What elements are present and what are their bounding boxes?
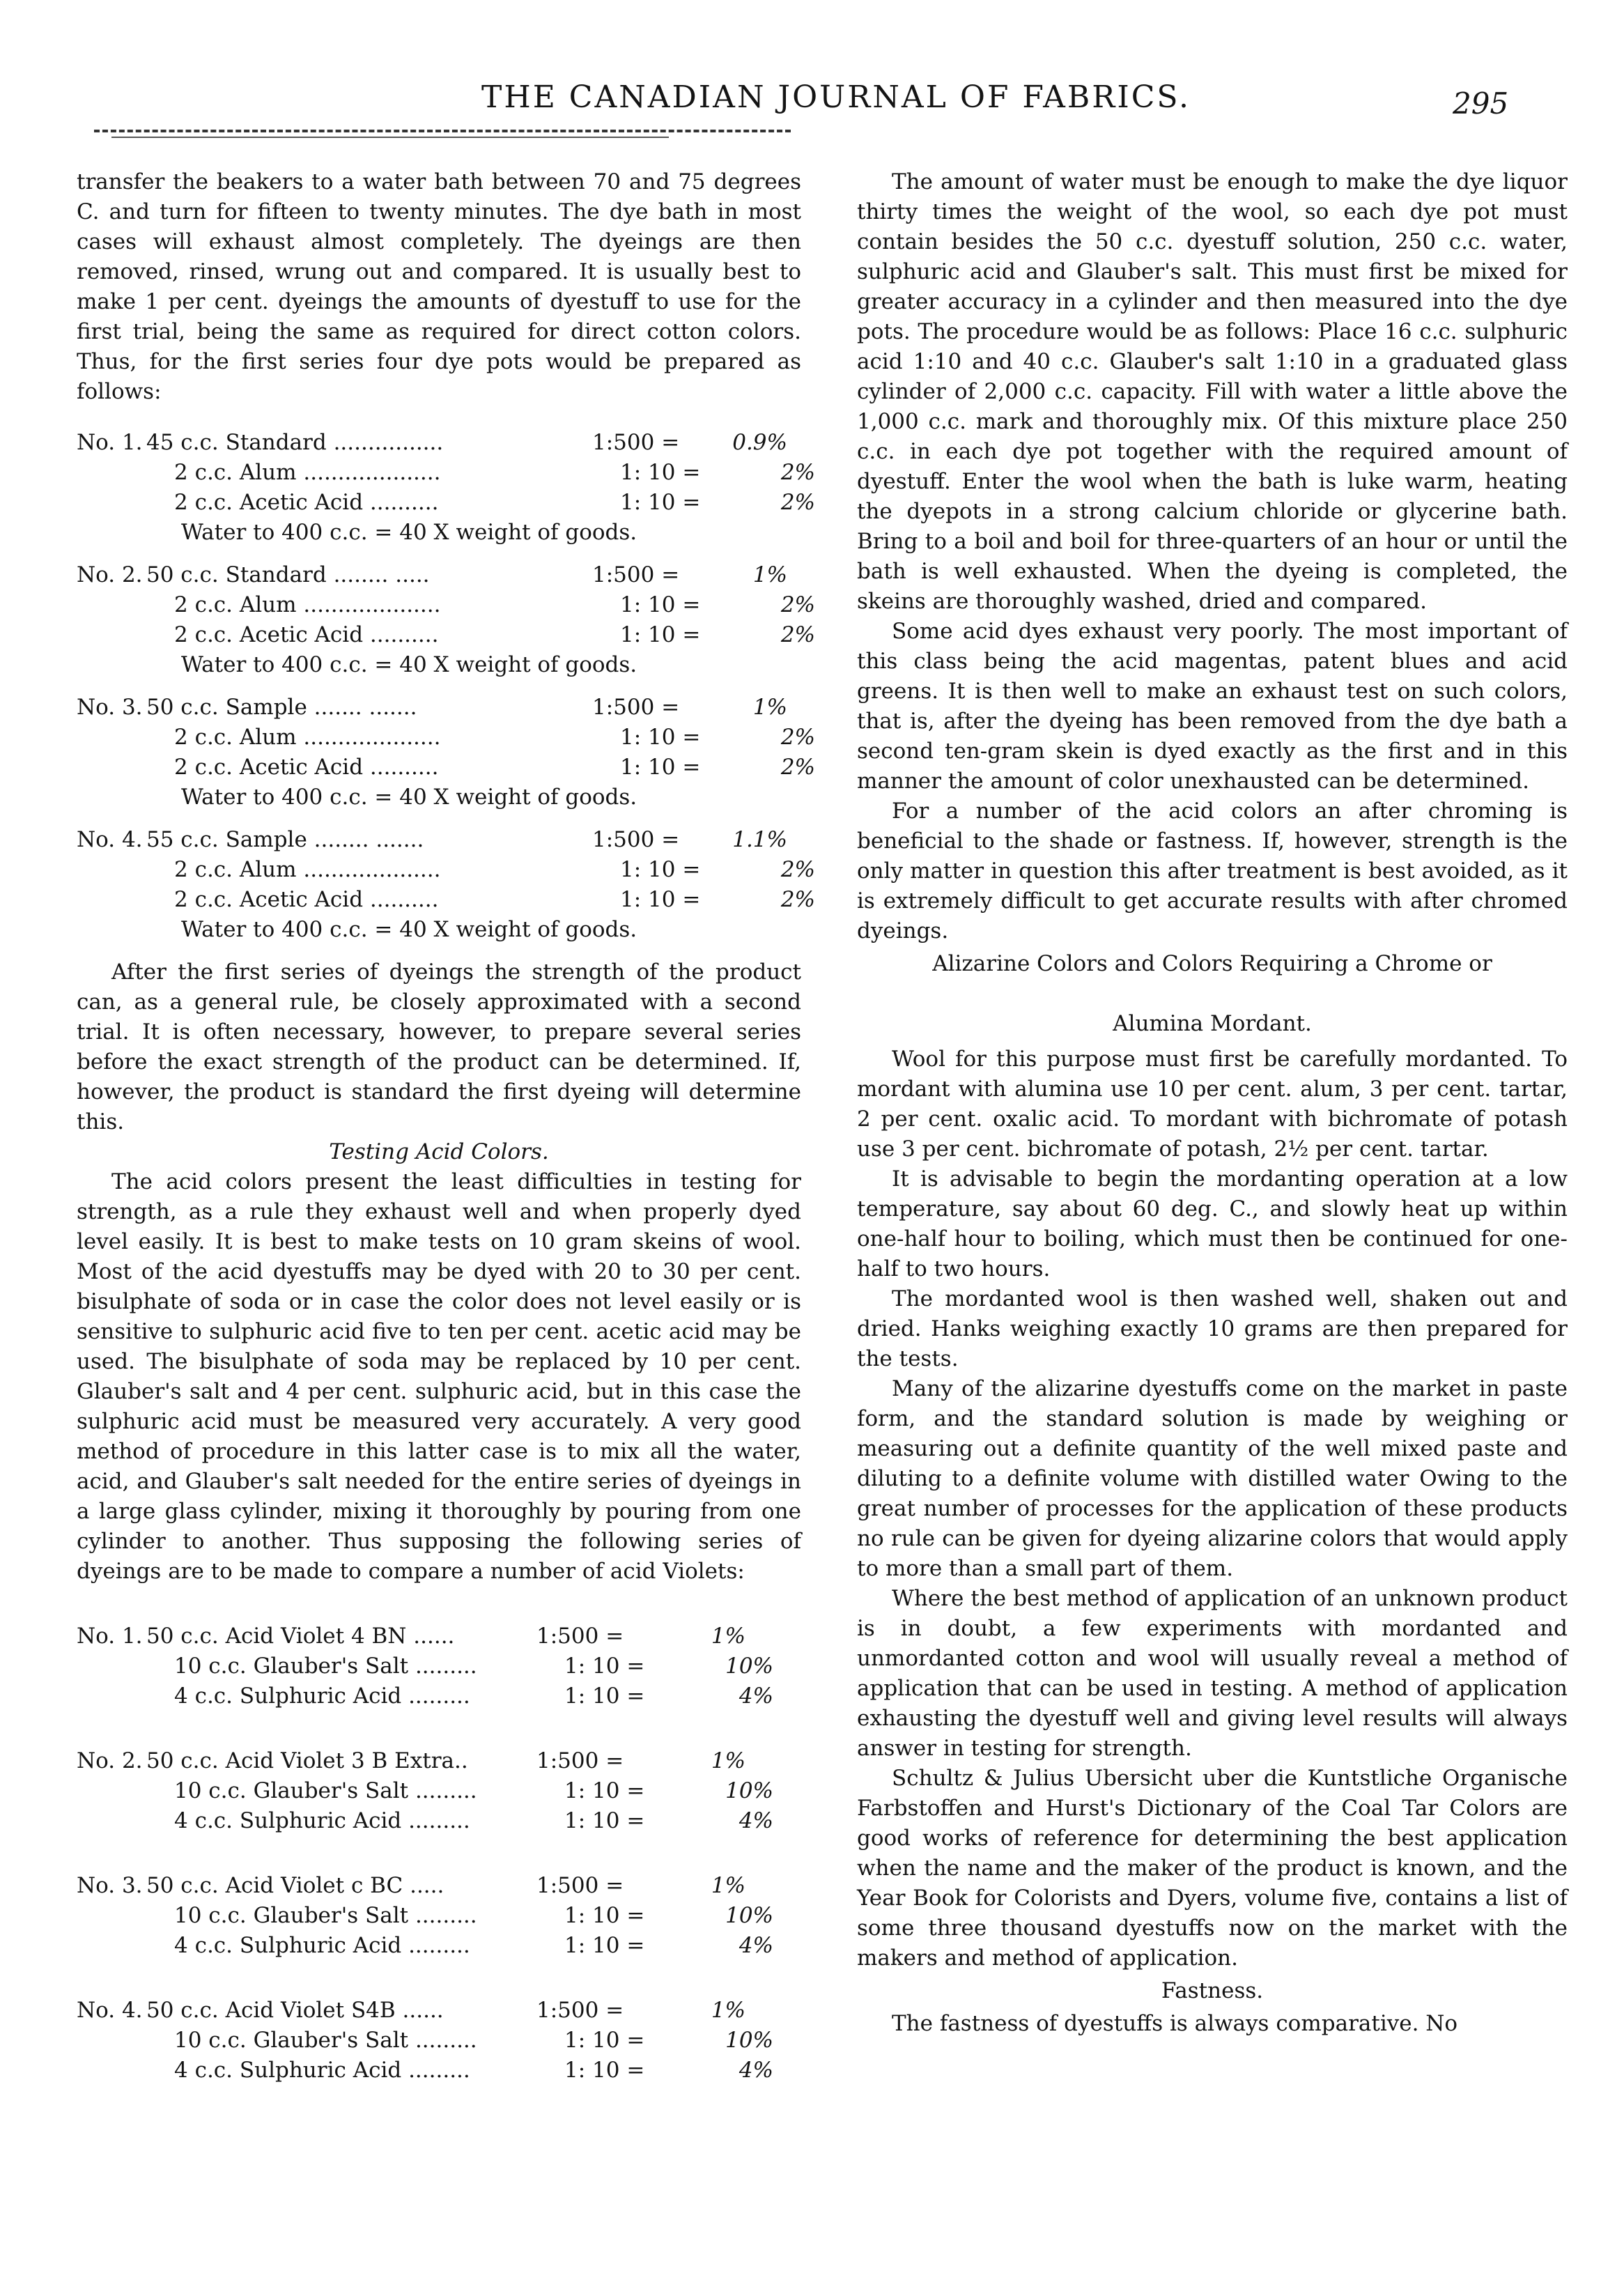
recipe-line <box>77 560 801 590</box>
paragraph: Schultz & Julius Ubersicht uber die Kuntstliche Organische Farbstoffen and Hurst's Dictionary of the Coal Tar Colors are good works of reference for determining the best application when the name and the maker of the product is known, and the Year Book for Colorists and Dyers, volume five, contains a list of some three thousand dyestuffs now on the market with the makers and method of application. <box>857 1766 1568 1971</box>
left-column <box>77 167 815 2120</box>
recipe-number: No. 3. <box>77 695 143 720</box>
header-rule <box>94 130 791 132</box>
recipe-ingredient: 55 c.c. Sample ........ ....... <box>146 827 424 852</box>
section-heading-alizarine-line2: Alumina Mordant. <box>1113 1011 1312 1036</box>
recipe-number <box>77 2056 146 2086</box>
recipe-percent: 2% <box>780 725 815 750</box>
page-number: 295 <box>1453 86 1509 121</box>
recipe-percent: 10% <box>725 1778 773 1803</box>
recipe-number <box>77 590 146 620</box>
journal-title: THE CANADIAN JOURNAL OF FABRICS. <box>481 79 1191 115</box>
recipe-ratio: 1:500 = <box>592 562 680 587</box>
recipe-ingredient: 10 c.c. Glauber's Salt ......... <box>174 1778 477 1803</box>
recipe-percent: 2% <box>780 857 815 882</box>
right-column <box>857 167 1568 2039</box>
recipe-percent: 4% <box>738 1808 773 1833</box>
recipe-percent: 4% <box>738 2058 773 2083</box>
recipe-ingredient: 2 c.c. Alum .................... <box>174 592 441 617</box>
recipe-ingredient: 2 c.c. Acetic Acid .......... <box>174 622 439 647</box>
recipe-ingredient: 50 c.c. Acid Violet c BC ..... <box>146 1873 444 1898</box>
recipe-line <box>77 620 815 650</box>
recipe-number <box>77 2026 146 2056</box>
header-rule-thin <box>111 137 669 138</box>
recipe-ingredient: 2 c.c. Alum .................... <box>174 725 441 750</box>
recipe-ingredient: 50 c.c. Sample ....... ....... <box>146 695 417 720</box>
recipe-line <box>77 1871 801 1901</box>
recipe-number: No. 4. <box>77 1998 143 2023</box>
recipe-ratio: 1: 10 = <box>564 1903 645 1928</box>
recipe-number <box>77 885 146 915</box>
recipe-ratio: 1: 10 = <box>620 755 701 780</box>
recipe-percent: 1% <box>711 1748 745 1773</box>
paragraph: The amount of water must be enough to make the dye liquor thirty times the weight of the wool, so each dye pot must contain besides the 50 c.c. dyestuff solution, 250 c.c. water, sulphuric acid and Glauber's salt. This must first be mixed for greater accuracy in a cylinder and then measured into the dye pots. The procedure would be as follows: Place 16 c.c. sulphuric acid 1:10 and 40 c.c. Glauber's salt 1:10 in a graduated glass cylinder of 2,000 c.c. capacity. Fill with water a little above the 1,000 c.c. mark and thoroughly mix. Of this mixture place 250 c.c. in each dye pot together with the required amount of dyestuff. Enter the wool when the bath is luke warm, heating the dyepots in a strong calcium chloride or glycerine bath. Bring to a boil and boil for three-quarters of an hour or until the bath is well exhausted. When the dyeing is completed, the skeins are thoroughly washed, dried and compared. <box>857 169 1568 614</box>
recipe-ingredient: 50 c.c. Acid Violet S4B ...... <box>146 1998 444 2023</box>
recipe-ratio: 1:500 = <box>536 1998 624 2023</box>
recipe-line <box>77 1746 801 1776</box>
recipe-ratio: 1: 10 = <box>620 592 701 617</box>
paragraph: Some acid dyes exhaust very poorly. The most important of this class being the acid magentas, patent blues and acid greens. It is then well to make an exhaust test on such colors, that is, after the dyeing has been removed from the dye bath a second ten-gram skein is dyed exactly as the first and in this manner the amount of color unexhausted can be determined. <box>857 619 1568 794</box>
recipe-ingredient: 2 c.c. Acetic Acid .......... <box>174 887 439 912</box>
recipe-number <box>77 1776 146 1806</box>
recipe-ratio: 1: 10 = <box>620 857 701 882</box>
recipe-ratio: 1: 10 = <box>620 490 701 515</box>
recipe-ingredient: 10 c.c. Glauber's Salt ......... <box>174 2028 477 2053</box>
recipe-ingredient: 10 c.c. Glauber's Salt ......... <box>174 1903 477 1928</box>
recipe-percent: 2% <box>780 592 815 617</box>
paragraph: transfer the beakers to a water bath between 70 and 75 degrees C. and turn for fifteen to twenty minutes. The dye bath in most cases will exhaust almost completely. The dyeings are then removed, rinsed, wrung out and compared. It is usually best to make 1 per cent. dyeings the amounts of dyestuff to use for the first trial, being the same as required for direct cotton colors. Thus, for the first series four dye pots would be prepared as follows: <box>77 169 801 404</box>
recipe-group <box>77 1996 801 2086</box>
recipe-number: No. 2. <box>77 562 143 587</box>
recipe-line <box>77 885 815 915</box>
recipe-ratio: 1: 10 = <box>564 1654 645 1679</box>
recipe-ratio: 1:500 = <box>536 1748 624 1773</box>
recipe-percent: 1% <box>711 1998 745 2023</box>
recipe-ingredient: 50 c.c. Acid Violet 4 BN ...... <box>146 1624 455 1649</box>
recipe-number <box>77 723 146 753</box>
recipe-line <box>77 1621 801 1651</box>
recipe-line <box>77 753 815 783</box>
recipe-ratio: 1:500 = <box>536 1624 624 1649</box>
paragraph: After the first series of dyeings the strength of the product can, as a general rule, be closely approximated with a second trial. It is often necessary, however, to prepare several series before the exact strength of the product can be determined. If, however, the product is standard the first dyeing will determine this. <box>77 960 801 1134</box>
recipe-ingredient: 2 c.c. Acetic Acid .......... <box>174 755 439 780</box>
recipe-ingredient: 4 c.c. Sulphuric Acid ......... <box>174 1933 470 1958</box>
recipe-ratio: 1:500 = <box>592 430 680 455</box>
recipe-number: No. 4. <box>77 827 143 852</box>
recipe-line <box>77 2056 801 2086</box>
recipe-percent: 10% <box>725 1654 773 1679</box>
paragraph: It is advisable to begin the mordanting operation at a low temperature, say about 60 deg. C., and slowly heat up within one-half hour to boiling, which must then be continued for one-half to two hours. <box>857 1166 1568 1281</box>
recipe-line <box>77 1931 801 1961</box>
recipe-ratio: 1: 10 = <box>564 2028 645 2053</box>
recipe-number: No. 3. <box>77 1873 143 1898</box>
recipe-line <box>77 723 815 753</box>
recipe-number <box>77 1681 146 1711</box>
recipe-series-standard <box>77 428 815 945</box>
recipe-series-acid-violets <box>77 1621 801 2086</box>
recipe-ratio: 1: 10 = <box>564 1808 645 1833</box>
recipe-water-note: Water to 400 c.c. = 40 X weight of goods. <box>181 917 637 942</box>
recipe-number <box>77 753 146 783</box>
recipe-number <box>77 488 146 518</box>
recipe-line <box>77 693 801 723</box>
recipe-number <box>77 458 146 488</box>
recipe-group <box>77 1621 801 1711</box>
recipe-percent: 2% <box>780 887 815 912</box>
recipe-water-note: Water to 400 c.c. = 40 X weight of goods. <box>181 785 637 810</box>
recipe-group <box>77 428 815 548</box>
paragraph: The fastness of dyestuffs is always comparative. No <box>892 2011 1458 2036</box>
recipe-ingredient: 50 c.c. Acid Violet 3 B Extra.. <box>146 1748 468 1773</box>
recipe-ingredient: 2 c.c. Alum .................... <box>174 460 441 485</box>
recipe-percent: 10% <box>725 1903 773 1928</box>
section-heading-fastness: Fastness. <box>1161 1978 1264 2003</box>
recipe-line <box>77 488 815 518</box>
recipe-line <box>77 1806 801 1836</box>
recipe-group <box>77 1746 801 1836</box>
recipe-group <box>77 1871 801 1961</box>
recipe-percent: 2% <box>780 490 815 515</box>
recipe-percent: 1% <box>752 562 787 587</box>
recipe-ratio: 1: 10 = <box>620 460 701 485</box>
paragraph: The mordanted wool is then washed well, shaken out and dried. Hanks weighing exactly 10 grams are then prepared for the tests. <box>857 1286 1568 1371</box>
section-heading-acid-colors: Testing Acid Colors. <box>329 1139 549 1164</box>
recipe-ratio: 1: 10 = <box>564 2058 645 2083</box>
recipe-ratio: 1: 10 = <box>620 725 701 750</box>
recipe-line <box>77 590 815 620</box>
recipe-line <box>77 458 815 488</box>
recipe-ratio: 1: 10 = <box>620 622 701 647</box>
recipe-ingredient: 4 c.c. Sulphuric Acid ......... <box>174 2058 470 2083</box>
recipe-ratio: 1:500 = <box>592 695 680 720</box>
recipe-ingredient: 2 c.c. Acetic Acid .......... <box>174 490 439 515</box>
recipe-percent: 1% <box>711 1873 745 1898</box>
recipe-number <box>77 855 146 885</box>
recipe-line <box>77 1901 801 1931</box>
recipe-number <box>77 620 146 650</box>
recipe-ingredient: 10 c.c. Glauber's Salt ......... <box>174 1654 477 1679</box>
recipe-ingredient: 4 c.c. Sulphuric Acid ......... <box>174 1683 470 1709</box>
recipe-water-note: Water to 400 c.c. = 40 X weight of goods. <box>181 652 637 677</box>
recipe-ingredient: 4 c.c. Sulphuric Acid ......... <box>174 1808 470 1833</box>
paragraph: The acid colors present the least difficulties in testing for strength, as a rule they exhaust well and when properly dyed level easily. It is best to make tests on 10 gram skeins of wool. Most of the acid dyestuffs may be dyed with 20 to 30 per cent. bisulphate of soda or in case the color does not level easily or is sensitive to sulphuric acid five to ten per cent. acetic acid may be used. The bisulphate of soda may be replaced by 10 per cent. Glauber's salt and 4 per cent. sulphuric acid, but in this case the sulphuric acid must be measured very accurately. A very good method of procedure in this latter case is to mix all the water, acid, and Glauber's salt needed for the entire series of dyeings in a large glass cylinder, mixing it thoroughly by pouring from one cylinder to another. Thus supposing the following series of dyeings are to be made to compare a number of acid Violets: <box>77 1169 801 1584</box>
recipe-percent: 2% <box>780 622 815 647</box>
recipe-ratio: 1:500 = <box>592 827 680 852</box>
recipe-group <box>77 693 815 812</box>
paragraph: Many of the alizarine dyestuffs come on the market in paste form, and the standard solution is made by weighing or measuring out a definite quantity of the well mixed paste and diluting to a definite volume with distilled water Owing to the great number of processes for the application of these products no rule can be given for dyeing alizarine colors that would apply to more than a small part of them. <box>857 1376 1568 1581</box>
recipe-percent: 2% <box>780 755 815 780</box>
recipe-line <box>77 855 815 885</box>
recipe-ratio: 1: 10 = <box>620 887 701 912</box>
recipe-line <box>77 825 801 855</box>
recipe-line <box>77 2026 801 2056</box>
recipe-ingredient: 50 c.c. Standard ........ ..... <box>146 562 430 587</box>
recipe-line <box>77 1996 801 2026</box>
recipe-ratio: 1:500 = <box>536 1873 624 1898</box>
recipe-percent: 0.9% <box>732 430 787 455</box>
recipe-percent: 1% <box>711 1624 745 1649</box>
recipe-number <box>77 1651 146 1681</box>
page-header <box>0 77 1624 125</box>
recipe-line <box>77 428 801 458</box>
recipe-percent: 4% <box>738 1683 773 1709</box>
paragraph: For a number of the acid colors an after chroming is beneficial to the shade or fastness. If, however, strength is the only matter in question this after treatment is best avoided, as it is extremely difficult to get accurate results with after chromed dyeings. <box>857 799 1568 943</box>
paragraph: Where the best method of application of an unknown product is in doubt, a few experiments with mordanted and unmordanted cotton and wool will usually reveal a method of application that can be used in testing. A method of application exhausting the dyestuff well and giving level results will always answer in testing for strength. <box>857 1586 1568 1761</box>
recipe-percent: 4% <box>738 1933 773 1958</box>
recipe-group <box>77 825 815 945</box>
section-heading-alizarine-line1: Alizarine Colors and Colors Requiring a Chrome or <box>932 951 1492 976</box>
recipe-number <box>77 1931 146 1961</box>
recipe-number: No. 1. <box>77 430 143 455</box>
paragraph: Wool for this purpose must first be carefully mordanted. To mordant with alumina use 10 per cent. alum, 3 per cent. tartar, 2 per cent. oxalic acid. To mordant with bichromate of potash use 3 per cent. bichromate of potash, 2½ per cent. tartar. <box>857 1047 1568 1162</box>
recipe-ingredient: 2 c.c. Alum .................... <box>174 857 441 882</box>
recipe-percent: 1.1% <box>732 827 787 852</box>
recipe-water-note: Water to 400 c.c. = 40 X weight of goods. <box>181 520 637 545</box>
recipe-percent: 1% <box>752 695 787 720</box>
recipe-percent: 10% <box>725 2028 773 2053</box>
recipe-line <box>77 1651 801 1681</box>
recipe-ratio: 1: 10 = <box>564 1683 645 1709</box>
section-heading-alizarine <box>857 949 1568 1039</box>
recipe-line <box>77 1681 801 1711</box>
recipe-number <box>77 1901 146 1931</box>
recipe-ratio: 1: 10 = <box>564 1778 645 1803</box>
recipe-line <box>77 1776 801 1806</box>
recipe-number <box>77 1806 146 1836</box>
recipe-percent: 2% <box>780 460 815 485</box>
recipe-group <box>77 560 815 680</box>
recipe-number: No. 1. <box>77 1624 143 1649</box>
recipe-number: No. 2. <box>77 1748 143 1773</box>
recipe-ratio: 1: 10 = <box>564 1933 645 1958</box>
recipe-ingredient: 45 c.c. Standard ................ <box>146 430 444 455</box>
